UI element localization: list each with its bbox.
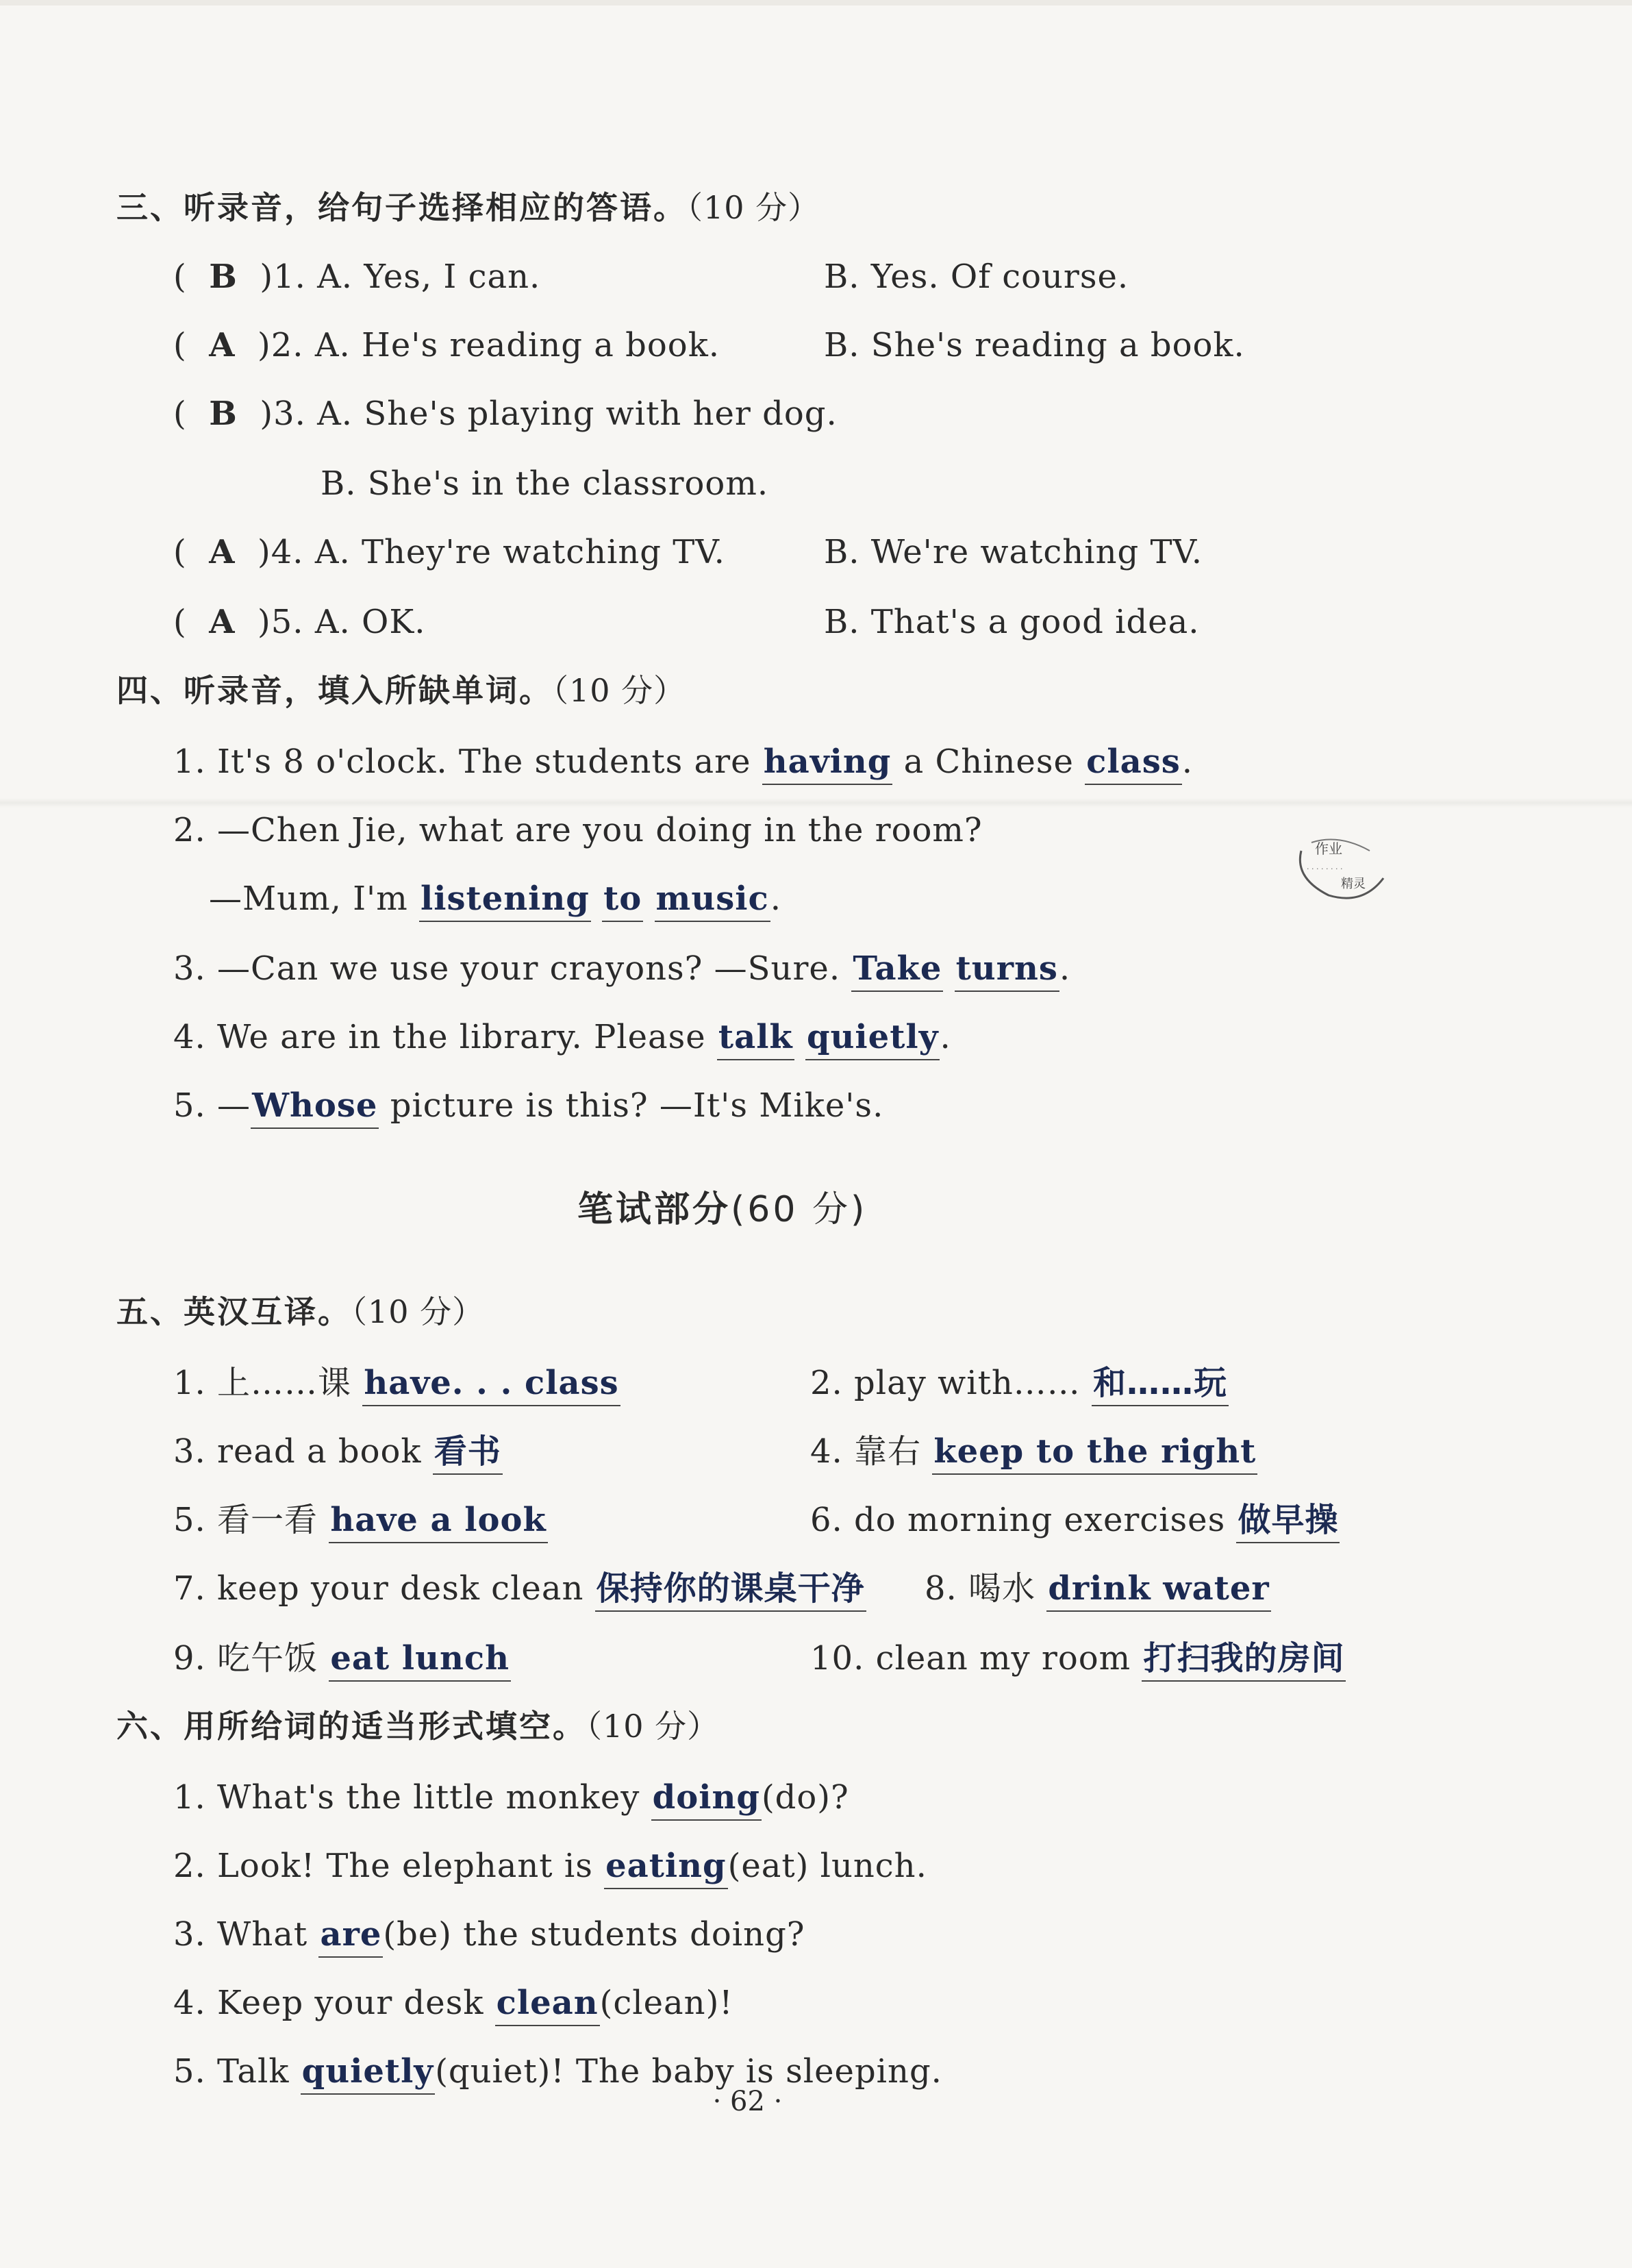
s6-item-4: 4. Keep your desk clean(clean)! (173, 1986, 733, 2019)
s5-item-9: 9. 吃午饭 eat lunch (173, 1642, 511, 1675)
answer-blank: have. . . class (362, 1364, 620, 1406)
answer-blank: 打扫我的房间 (1142, 1639, 1346, 1682)
s5-item-4: 4. 靠右 keep to the right (810, 1435, 1257, 1468)
answer-blank: keep to the right (932, 1432, 1257, 1475)
s4-q4: 4. We are in the library. Please talk quietly. (173, 1021, 951, 1054)
answer-blank: music (655, 880, 770, 922)
s3-item-1: ( B )1. A. Yes, I can. (173, 258, 541, 296)
scan-artifact (0, 798, 1632, 808)
svg-text:作业: 作业 (1315, 840, 1342, 857)
s4-q5: 5. —Whose picture is this? —It's Mike's. (173, 1089, 883, 1122)
s5-item-10: 10. clean my room 打扫我的房间 (810, 1642, 1346, 1675)
s3-item-2: ( A )2. A. He's reading a book. (173, 326, 720, 364)
s5-item-1: 1. 上……课 have. . . class (173, 1367, 620, 1399)
s5-item-3: 3. read a book 看书 (173, 1435, 503, 1468)
s3-item-5: ( A )5. A. OK. (173, 603, 426, 641)
answer-blank: class (1085, 743, 1182, 785)
answer-blank: quietly (805, 1018, 940, 1060)
svg-text:精灵: 精灵 (1341, 877, 1366, 891)
section6-heading: 六、用所给词的适当形式填空。（10 分） (116, 1708, 720, 1745)
s3-item-2-b: B. She's reading a book. (824, 326, 1245, 364)
s6-item-1: 1. What's the little monkey doing(do)? (173, 1781, 849, 1814)
svg-text:· · · · · · · ·: · · · · · · · · (1307, 864, 1343, 873)
answer-blank: drink water (1046, 1569, 1270, 1612)
s5-item-6: 6. do morning exercises 做早操 (810, 1504, 1340, 1536)
answer-blank: eating (604, 1847, 728, 1889)
s6-item-5: 5. Talk quietly(quiet)! The baby is sleeping. (173, 2055, 942, 2088)
s3-item-3: ( B )3. A. She's playing with her dog. (173, 395, 838, 433)
answer-blank: clean (495, 1984, 600, 2026)
answer-blank: Take (851, 949, 943, 992)
answer-blank: 和……玩 (1092, 1364, 1229, 1406)
s3-item-5-b: B. That's a good idea. (824, 603, 1200, 641)
s3-item-3-b: B. She's in the classroom. (321, 464, 769, 503)
s5-item-2: 2. play with…… 和……玩 (810, 1367, 1229, 1399)
section3-heading: 三、听录音，给句子选择相应的答语。（10 分） (116, 189, 820, 226)
s3-item-4: ( A )4. A. They're watching TV. (173, 533, 725, 571)
answer-blank: eat lunch (329, 1639, 511, 1682)
answer-blank: 看书 (433, 1432, 503, 1475)
s6-item-3: 3. What are(be) the students doing? (173, 1918, 805, 1951)
answer-blank: are (318, 1915, 383, 1958)
answer-blank: talk (717, 1018, 794, 1060)
answer-blank: 做早操 (1236, 1501, 1340, 1543)
s6-item-2: 2. Look! The elephant is eating(eat) lunch. (173, 1849, 927, 1882)
answer-blank: to (602, 880, 643, 922)
s4-q2a: 2. —Chen Jie, what are you doing in the room? (173, 811, 983, 849)
s3-item-4-b: B. We're watching TV. (824, 533, 1203, 571)
answer-blank: quietly (301, 2052, 436, 2095)
s5-item-5: 5. 看一看 have a look (173, 1504, 548, 1536)
answer-blank: Whose (251, 1086, 379, 1129)
s5-item-7: 7. keep your desk clean 保持你的课桌干净 (173, 1572, 866, 1605)
answer-blank: having (762, 743, 893, 785)
s5-item-8: 8. 喝水 drink water (925, 1572, 1271, 1605)
answer-blank: have a look (329, 1501, 547, 1543)
stamp-logo-icon (1288, 830, 1390, 906)
answer-blank: turns (955, 949, 1059, 992)
scan-edge (0, 0, 1632, 5)
s4-q1: 1. It's 8 o'clock. The students are having a Chinese class. (173, 745, 1193, 778)
answer-blank: doing (651, 1778, 762, 1821)
section5-heading: 五、英汉互译。（10 分） (116, 1293, 485, 1330)
section4-heading: 四、听录音，填入所缺单词。（10 分） (116, 672, 686, 709)
written-part-title: 笔试部分(60 分) (577, 1189, 868, 1230)
s3-item-1-b: B. Yes. Of course. (824, 258, 1129, 296)
page-number: · 62 · (712, 2086, 783, 2117)
answer-blank: listening (419, 880, 591, 922)
s4-q2b: —Mum, I'm listening to music. (209, 882, 781, 915)
s4-q3: 3. —Can we use your crayons? —Sure. Take turns. (173, 952, 1070, 985)
answer-blank: 保持你的课桌干净 (595, 1569, 866, 1612)
